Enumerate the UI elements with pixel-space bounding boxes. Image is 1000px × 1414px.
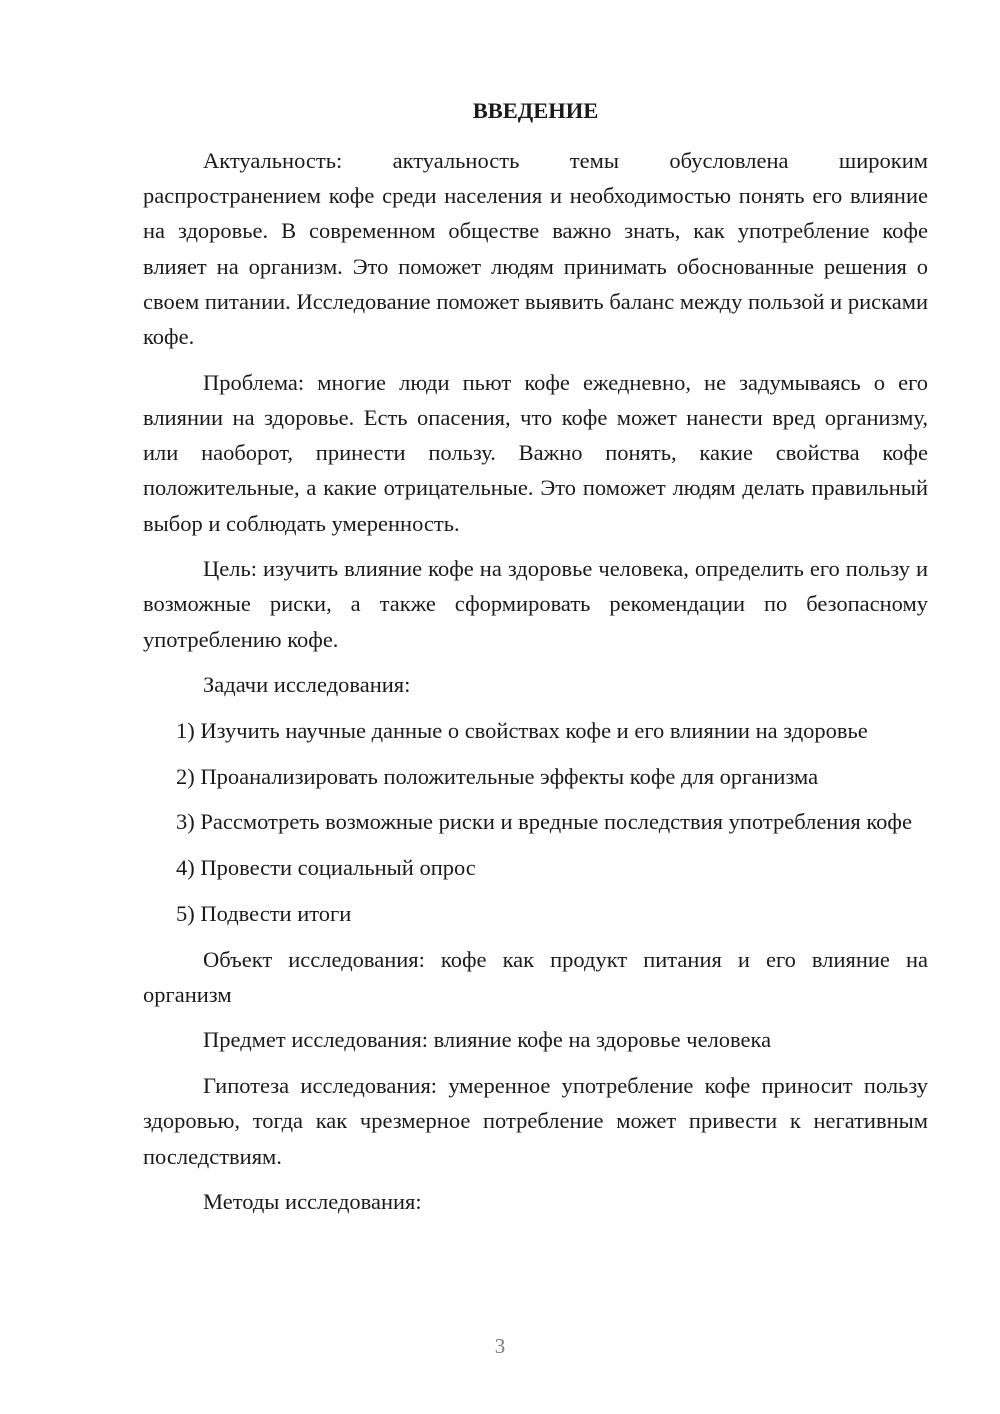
paragraph-tasks-heading: Задачи исследования:: [203, 672, 411, 698]
task-item-3: 3) Рассмотреть возможные риски и вредные последствия употребления кофе: [176, 809, 912, 835]
paragraph-subject: Предмет исследования: влияние кофе на здоровье человека: [203, 1027, 772, 1053]
task-item-4: 4) Провести социальный опрос: [176, 855, 476, 881]
paragraph-goal: Цель: изучить влияние кофе на здоровье человека, определить его пользу и возможные риски, а также сформировать рекомендации по безопасному употреблению кофе.: [143, 556, 928, 652]
paragraph-methods: Методы исследования:: [203, 1189, 422, 1215]
task-item-5: 5) Подвести итоги: [176, 900, 352, 926]
paragraph-relevance: Актуальность: актуальность темы обусловлена широким распространением кофе среди населения и необходимостью понять его влияние на здоровье. В современном обществе важно знать, как употребление кофе влияет на организм. Это поможет людям принимать обоснованные решения о своем питании. Исследование поможет выявить баланс между пользой и рисками кофе.: [143, 148, 928, 350]
document-body: [143, 143, 928, 1219]
paragraph-hypothesis: Гипотеза исследования: умеренное употребление кофе приносит пользу здоровью, тогда как чрезмерное потребление может привести к негативным последствиям.: [143, 1073, 928, 1169]
page-title: ВВЕДЕНИЕ: [472, 98, 599, 123]
paragraph-object: Объект исследования: кофе как продукт питания и его влияние на организм: [143, 946, 928, 1007]
task-item-1: 1) Изучить научные данные о свойствах кофе и его влиянии на здоровье: [176, 718, 868, 744]
paragraph-problem: Проблема: многие люди пьют кофе ежедневно, не задумываясь о его влиянии на здоровье. Есть опасения, что кофе может нанести вред организму, или наоборот, принести пользу. Важно понять, какие свойства кофе положительные, а какие отрицательные. Это поможет людям делать правильный выбор и соблюдать умеренность.: [143, 369, 928, 536]
task-item-2: 2) Проанализировать положительные эффекты кофе для организма: [176, 763, 819, 789]
page-number: 3: [494, 1334, 506, 1358]
